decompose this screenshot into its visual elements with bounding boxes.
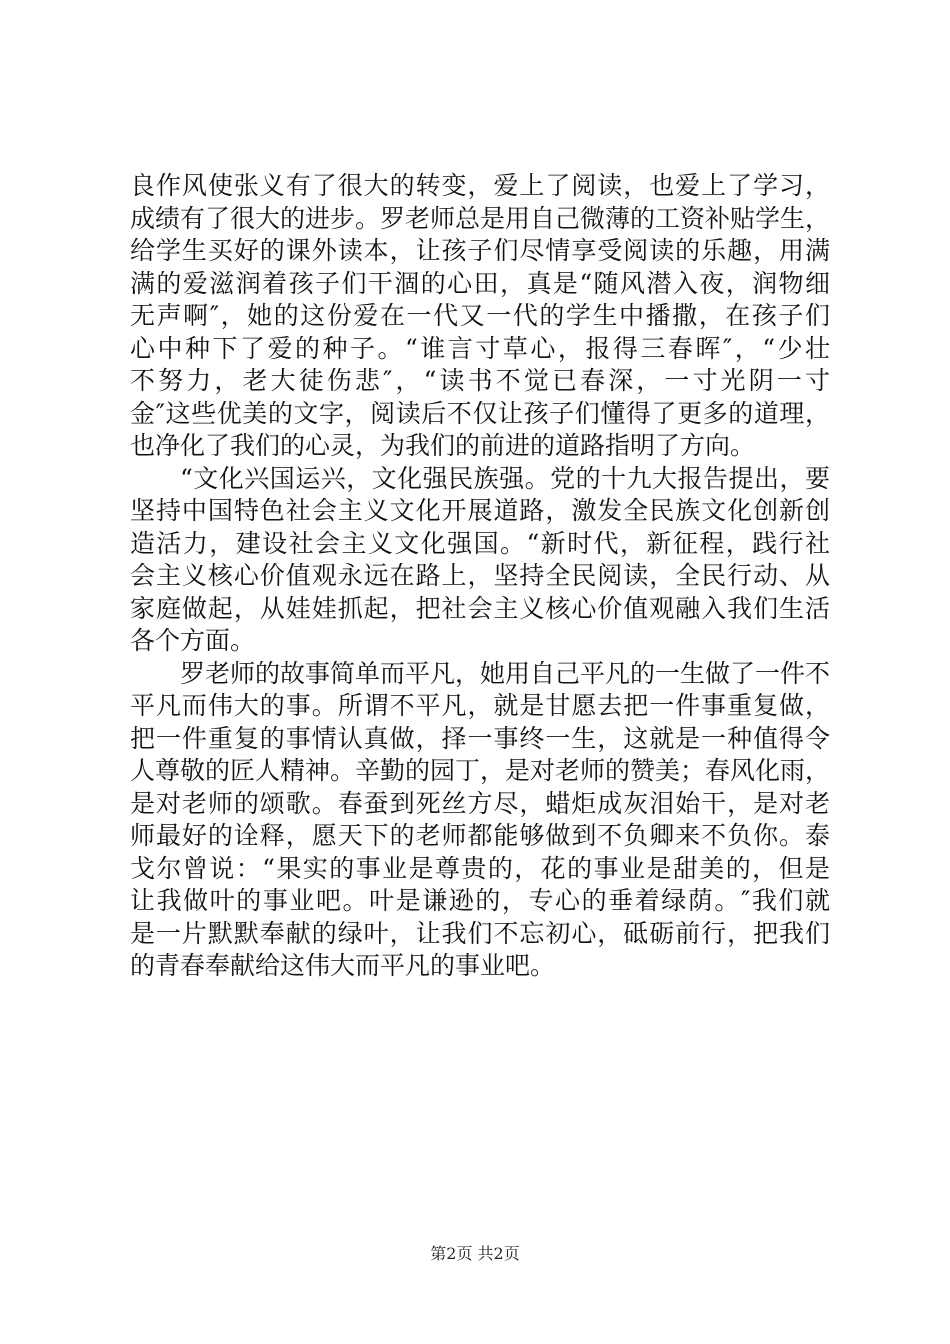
paragraph-3 — [130, 658, 830, 983]
text-line: 家庭做起，从娃娃抓起，把社会主义核心价值观融入我们生活 — [130, 593, 830, 623]
text-line: 心中种下了爱的种子。“谁言寸草心，报得三春晖″，“少壮 — [130, 333, 830, 363]
text-line: 是一片默默奉献的绿叶，让我们不忘初心，砥砺前行，把我们 — [130, 918, 830, 948]
text-line: “文化兴国运兴，文化强民族强。党的十九大报告提出，要 — [180, 463, 830, 493]
text-line: 造活力，建设社会主义文化强国。“新时代，新征程，践行社 — [130, 528, 830, 558]
text-line: 人尊敬的匠人精神。辛勤的园丁，是对老师的赞美；春风化雨， — [130, 756, 831, 785]
text-line: 不努力，老大徒伤悲″，“读书不觉已春深，一寸光阴一寸 — [130, 366, 830, 395]
document-body — [130, 170, 830, 983]
text-line: 平凡而伟大的事。所谓不平凡，就是甘愿去把一件事重复做， — [130, 691, 830, 720]
text-line: 金″这些优美的文字，阅读后不仅让孩子们懂得了更多的道理， — [130, 398, 830, 428]
text-line: 坚持中国特色社会主义文化开展道路，激发全民族文化创新创 — [130, 496, 830, 525]
text-line: 良作风使张义有了很大的转变，爱上了阅读，也爱上了学习， — [130, 171, 830, 200]
text-line: 让我做叶的事业吧。叶是谦逊的，专心的垂着绿荫。″我们就 — [130, 886, 830, 915]
paragraph-2 — [130, 463, 830, 658]
text-line: 会主义核心价值观永远在路上，坚持全民阅读，全民行动、从 — [130, 561, 830, 590]
page-number-footer: 第2页 共2页 — [430, 1244, 520, 1263]
text-line: 戈尔曾说：“果实的事业是尊贵的，花的事业是甜美的，但是 — [130, 853, 830, 883]
text-line: 是对老师的颂歌。春蚕到死丝方尽，蜡炬成灰泪始干，是对老 — [130, 788, 830, 818]
text-line: 罗老师的故事简单而平凡，她用自己平凡的一生做了一件不 — [180, 658, 831, 688]
paragraph-1 — [130, 170, 830, 463]
text-line: 各个方面。 — [130, 626, 256, 655]
text-line: 的青春奉献给这伟大而平凡的事业吧。 — [130, 951, 556, 980]
text-line: 师最好的诠释，愿天下的老师都能够做到不负卿来不负你。泰 — [130, 821, 830, 850]
text-line: 无声啊″，她的这份爱在一代又一代的学生中播撒，在孩子们 — [130, 301, 830, 330]
text-line: 成绩有了很大的进步。罗老师总是用自己微薄的工资补贴学生， — [130, 203, 831, 233]
text-line: 满的爱滋润着孩子们干涸的心田，真是“随风潜入夜，润物细 — [130, 268, 830, 298]
text-line: 也净化了我们的心灵，为我们的前进的道路指明了方向。 — [130, 431, 756, 460]
text-line: 给学生买好的课外读本，让孩子们尽情享受阅读的乐趣，用满 — [130, 236, 830, 265]
text-line: 把一件重复的事情认真做，择一事终一生，这就是一种值得令 — [130, 723, 830, 753]
